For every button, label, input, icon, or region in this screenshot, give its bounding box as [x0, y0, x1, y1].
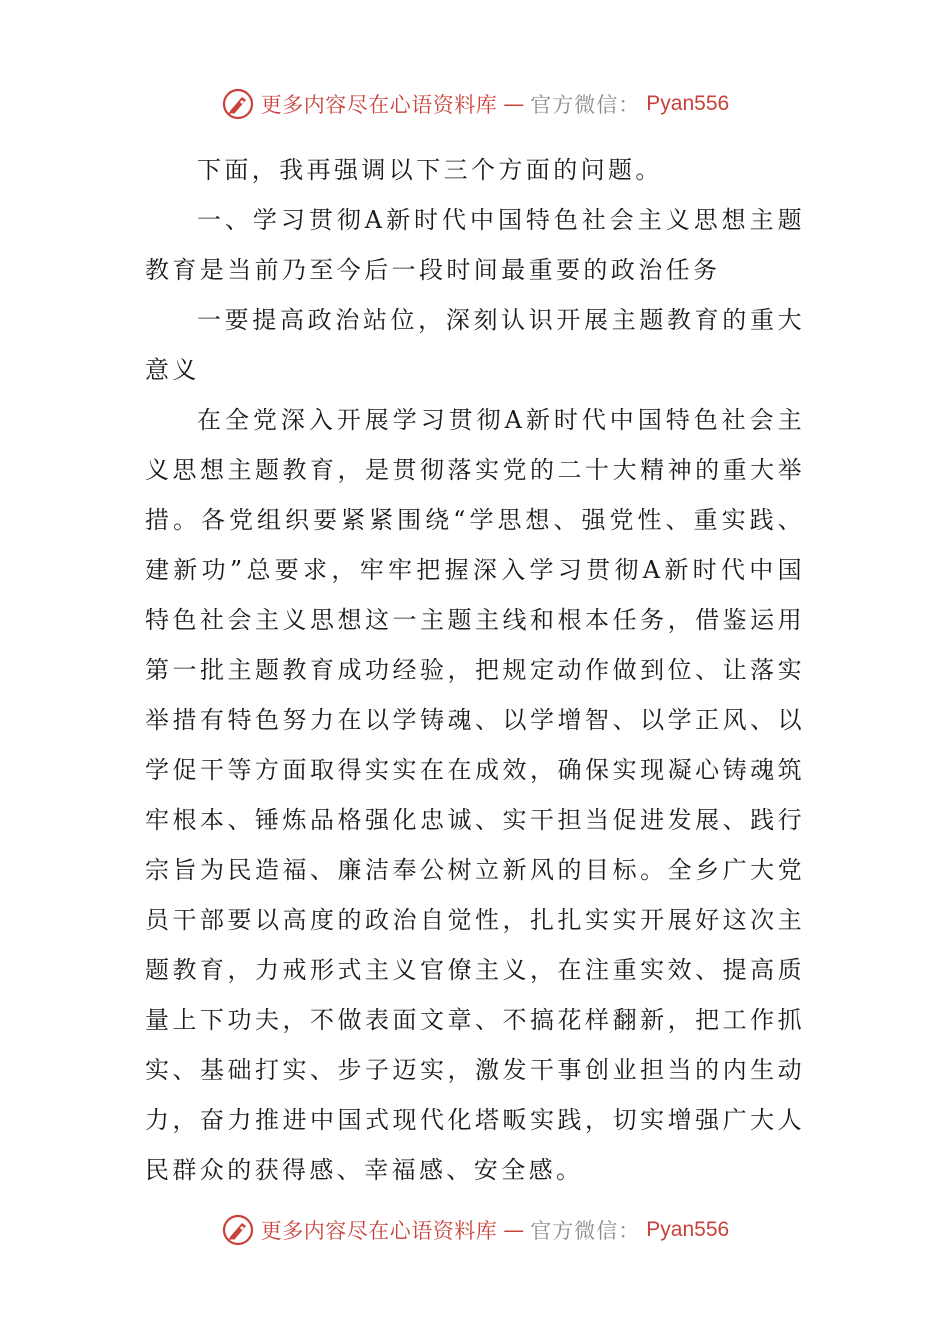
document-body: [145, 145, 805, 1195]
pen-nib-logo-icon: [221, 87, 255, 121]
footer-banner: [0, 1210, 950, 1250]
banner-wechat-id: Pyan556: [646, 92, 730, 115]
section-heading-1: 一、学习贯彻A新时代中国特色社会主义思想主题教育是当前乃至今后一段时间最重要的政治任务: [145, 206, 805, 284]
banner-main-text: 更多内容尽在心语资料库: [260, 1219, 498, 1243]
banner-main-text: 更多内容尽在心语资料库: [260, 93, 498, 117]
paragraph-body: 在全党深入开展学习贯彻A新时代中国特色社会主义思想主题教育，是贯彻落实党的二十大精神的重大举措。各党组织要紧紧围绕“学思想、强党性、重实践、建新功”总要求，牢牢把握深入学习贯彻A新时代中国特色社会主义思想这一主题主线和根本任务，借鉴运用第一批主题教育成功经验，把规定动作做到位、让落实举措有特色努力在以学铸魂、以学增智、以学正风、以学促干等方面取得实实在在成效，确保实现凝心铸魂筑牢根本、锤炼品格强化忠诚、实干担当促进发展、践行宗旨为民造福、廉洁奉公树立新风的目标。全乡广大党员干部要以高度的政治自觉性，扎扎实实开展好这次主题教育，力戒形式主义官僚主义，在注重实效、提高质量上下功夫，不做表面文章、不搞花样翻新，把工作抓实、基础打实、步子迈实，激发干事创业担当的内生动力，奋力推进中国式现代化塔畈实践，切实增强广大人民群众的获得感、幸福感、安全感。: [145, 406, 805, 1184]
banner-wechat-label: 官方微信：: [530, 1219, 641, 1243]
pen-nib-logo-icon: [221, 1213, 255, 1247]
banner-separator: —: [503, 1218, 525, 1242]
header-banner: [0, 84, 950, 124]
banner-wechat-id: Pyan556: [646, 1218, 730, 1241]
banner-wechat-label: 官方微信：: [530, 93, 641, 117]
subheading-1: 一要提高政治站位，深刻认识开展主题教育的重大意义: [145, 306, 805, 384]
banner-separator: —: [503, 92, 525, 116]
paragraph-intro: 下面，我再强调以下三个方面的问题。: [197, 156, 663, 184]
